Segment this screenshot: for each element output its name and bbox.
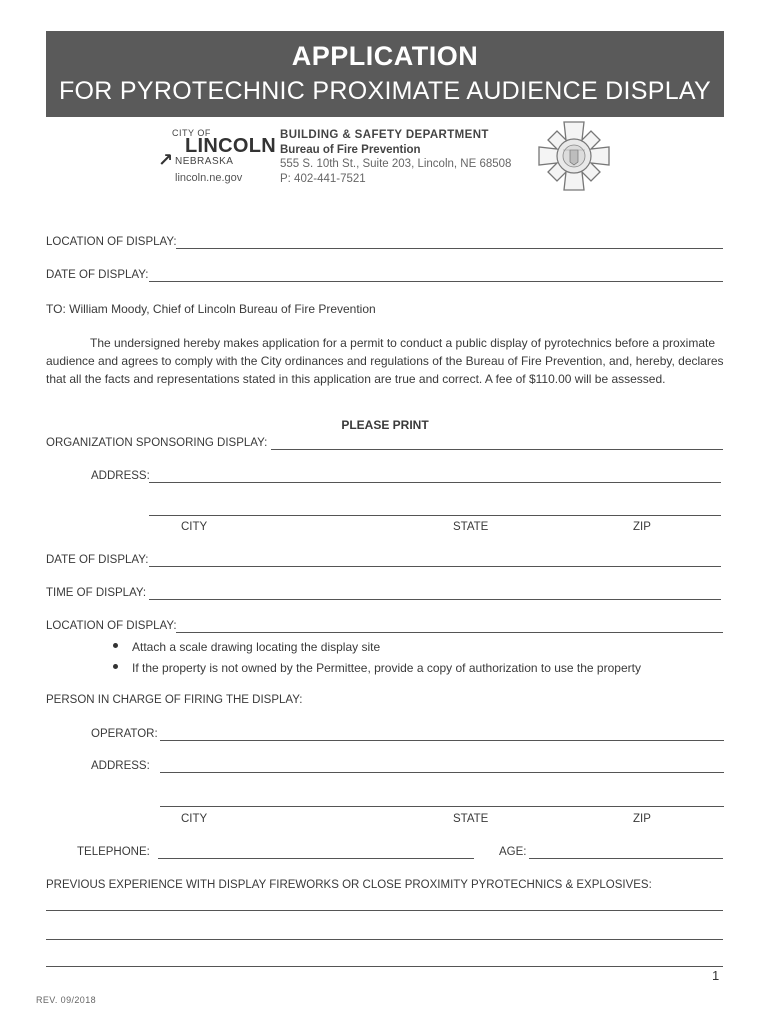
title-banner [46, 31, 724, 117]
org-address-field[interactable] [149, 482, 721, 483]
date-display-field[interactable] [149, 566, 721, 567]
fire-seal-icon [537, 120, 611, 192]
location-top-label: LOCATION OF DISPLAY: [46, 236, 177, 248]
operator-city-label: CITY [181, 813, 208, 825]
telephone-label: TELEPHONE: [77, 846, 150, 858]
logo-arrow-icon: ↗ [158, 150, 174, 170]
logo-city-name: LINCOLN [185, 135, 276, 157]
operator-field[interactable] [160, 740, 724, 741]
operator-address-label: ADDRESS: [91, 760, 150, 772]
person-in-charge-label: PERSON IN CHARGE OF FIRING THE DISPLAY: [46, 694, 303, 706]
org-sponsoring-field[interactable] [271, 449, 723, 450]
date-top-field[interactable] [149, 281, 723, 282]
time-display-label: TIME OF DISPLAY: [46, 587, 147, 599]
please-print-heading: PLEASE PRINT [341, 418, 429, 432]
org-state-label: STATE [453, 521, 489, 533]
telephone-field[interactable] [158, 858, 474, 859]
org-sponsoring-label: ORGANIZATION SPONSORING DISPLAY: [46, 437, 268, 449]
operator-label: OPERATOR: [91, 728, 158, 740]
previous-experience-line-2[interactable] [46, 939, 723, 940]
revision-date: REV. 09/2018 [36, 995, 97, 1005]
previous-experience-line-3[interactable] [46, 966, 723, 967]
department-info [280, 128, 511, 186]
date-display-label: DATE OF DISPLAY: [46, 554, 149, 566]
operator-city-state-zip-field[interactable] [160, 806, 724, 807]
bullet-icon [113, 664, 118, 669]
intro-paragraph: The undersigned hereby makes application for a permit to conduct a public display of pyrotechnics before a proximate audience and agrees to comply with the City ordinances and regulations of the Bureau of Fire Prevention, and, hereby, declares that all the facts and representations stated in this application are true and correct. A fee of $110.00 will be assessed. [46, 336, 724, 386]
addressee-line: TO: William Moody, Chief of Lincoln Bureau of Fire Prevention [46, 302, 376, 316]
time-display-field[interactable] [149, 599, 721, 600]
department-phone: P: 402-441-7521 [280, 172, 366, 185]
org-city-label: CITY [181, 521, 208, 533]
org-address-label: ADDRESS: [91, 470, 150, 482]
previous-experience-line-1[interactable] [46, 910, 723, 911]
location-display-field[interactable] [176, 632, 723, 633]
operator-address-field[interactable] [160, 772, 724, 773]
department-bureau: Bureau of Fire Prevention [280, 143, 421, 156]
previous-experience-label: PREVIOUS EXPERIENCE WITH DISPLAY FIREWORKS OR CLOSE PROXIMITY PYROTECHNICS & EXPLOSIVES: [46, 879, 652, 891]
date-top-label: DATE OF DISPLAY: [46, 269, 149, 281]
operator-zip-label: ZIP [633, 813, 651, 825]
operator-state-label: STATE [453, 813, 489, 825]
page-number: 1 [712, 968, 720, 983]
logo-website: lincoln.ne.gov [175, 172, 243, 184]
org-city-state-zip-field[interactable] [149, 515, 721, 516]
bullet-item-scale-drawing [113, 640, 380, 654]
logo-city-of: CITY OF [172, 128, 211, 138]
bullet-text: If the property is not owned by the Permittee, provide a copy of authorization to use the property [132, 661, 641, 675]
bullet-text: Attach a scale drawing locating the display site [132, 640, 381, 654]
org-zip-label: ZIP [633, 521, 651, 533]
form-title: APPLICATION [291, 41, 479, 71]
bullet-item-authorization [113, 661, 641, 675]
location-top-field[interactable] [176, 248, 723, 249]
logo-state: NEBRASKA [175, 156, 234, 167]
bullet-icon [113, 643, 118, 648]
age-field[interactable] [529, 858, 723, 859]
department-name: BUILDING & SAFETY DEPARTMENT [280, 129, 489, 141]
location-display-label: LOCATION OF DISPLAY: [46, 620, 177, 632]
age-label: AGE: [499, 846, 527, 858]
form-subtitle: FOR PYROTECHNIC PROXIMATE AUDIENCE DISPLAY [58, 77, 712, 105]
department-address: 555 S. 10th St., Suite 203, Lincoln, NE 68508 [280, 158, 512, 170]
